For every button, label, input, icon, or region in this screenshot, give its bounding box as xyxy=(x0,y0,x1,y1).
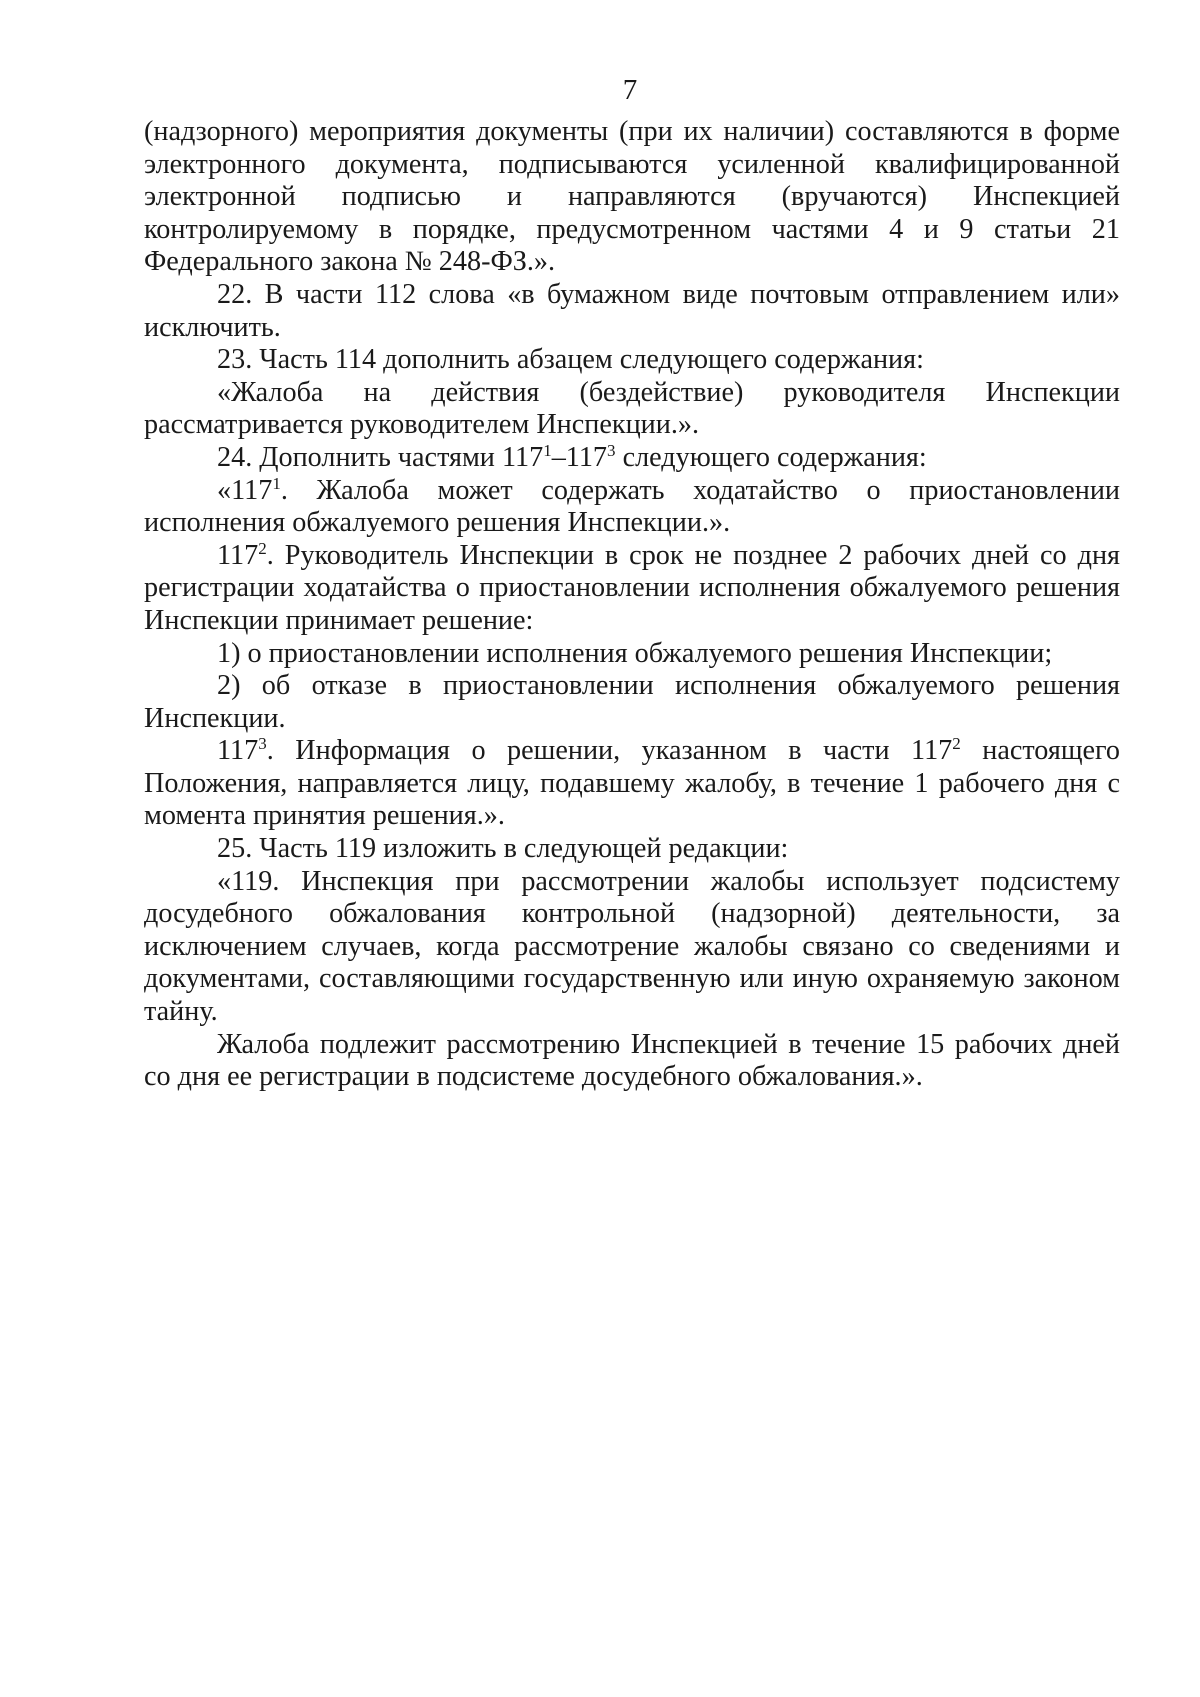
paragraph-quote-114: «Жалоба на действия (бездействие) руководителя Инспекции рассматривается руководителем Инспекции.». xyxy=(144,376,1120,441)
superscript: 1 xyxy=(543,440,552,460)
text-segment: настоящего Положения, направляется лицу, подавшему жалобу, в течение 1 рабочего дня с момента принятия решения.». xyxy=(144,735,1120,832)
text-segment: «117 xyxy=(217,474,273,506)
text-segment: . Руководитель Инспекции в срок не позднее 2 рабочих дней со дня регистрации ходатайства о приостановлении исполнения обжалуемого решения Инспекции принимает решение: xyxy=(144,539,1120,636)
paragraph-continuation: (надзорного) мероприятия документы (при их наличии) составляются в форме электронного документа, подписываются усиленной квалифицированной электронной подписью и направляются (вручаются) Инспекцией контролируемому в порядке, предусмотренном частями 4 и 9 статьи 21 Федерального закона № 248-ФЗ.». xyxy=(144,116,1120,278)
text-segment: 117 xyxy=(217,735,259,767)
text-segment: 24. Дополнить частями 117 xyxy=(217,441,544,473)
superscript: 3 xyxy=(607,440,616,460)
text-segment: 117 xyxy=(217,539,259,571)
paragraph-subitem-2: 2) об отказе в приостановлении исполнения обжалуемого решения Инспекции. xyxy=(144,670,1120,734)
paragraph-quote-119: «119. Инспекция при рассмотрении жалобы использует подсистему досудебного обжалования контрольной (надзорной) деятельности, за исключением случаев, когда рассмотрение жалобы связано со сведениями и документами, составляющими государственную или иную охраняемую законом тайну. xyxy=(144,865,1120,1028)
document-body xyxy=(144,116,1120,1094)
paragraph-part-117-1 xyxy=(144,475,1120,540)
superscript: 1 xyxy=(272,473,281,493)
paragraph-complaint-term: Жалоба подлежит рассмотрению Инспекцией в течение 15 рабочих дней со дня ее регистрации в подсистеме досудебного обжалования.». xyxy=(144,1028,1120,1093)
superscript: 3 xyxy=(258,734,267,754)
paragraph-subitem-1: 1) о приостановлении исполнения обжалуемого решения Инспекции; xyxy=(217,637,1053,669)
text-segment: . Информация о решении, указанном в части 117 xyxy=(266,735,953,767)
text-segment: . Жалоба может содержать ходатайство о приостановлении исполнения обжалуемого решения Инспекции.». xyxy=(144,474,1120,539)
superscript: 2 xyxy=(952,734,961,754)
text-segment: –117 xyxy=(551,441,608,473)
paragraph-part-117-3 xyxy=(144,735,1120,833)
paragraph-item-24 xyxy=(144,442,1120,475)
paragraph-item-25: 25. Часть 119 изложить в следующей редакции: xyxy=(217,833,789,865)
superscript: 2 xyxy=(258,538,267,558)
paragraph-part-117-2 xyxy=(144,540,1120,638)
page-number: 7 xyxy=(622,74,638,106)
text-segment: следующего содержания: xyxy=(615,441,927,473)
paragraph-item-22: 22. В части 112 слова «в бумажном виде почтовым отправлением или» исключить. xyxy=(144,278,1120,343)
paragraph-item-23: 23. Часть 114 дополнить абзацем следующего содержания: xyxy=(217,344,924,376)
